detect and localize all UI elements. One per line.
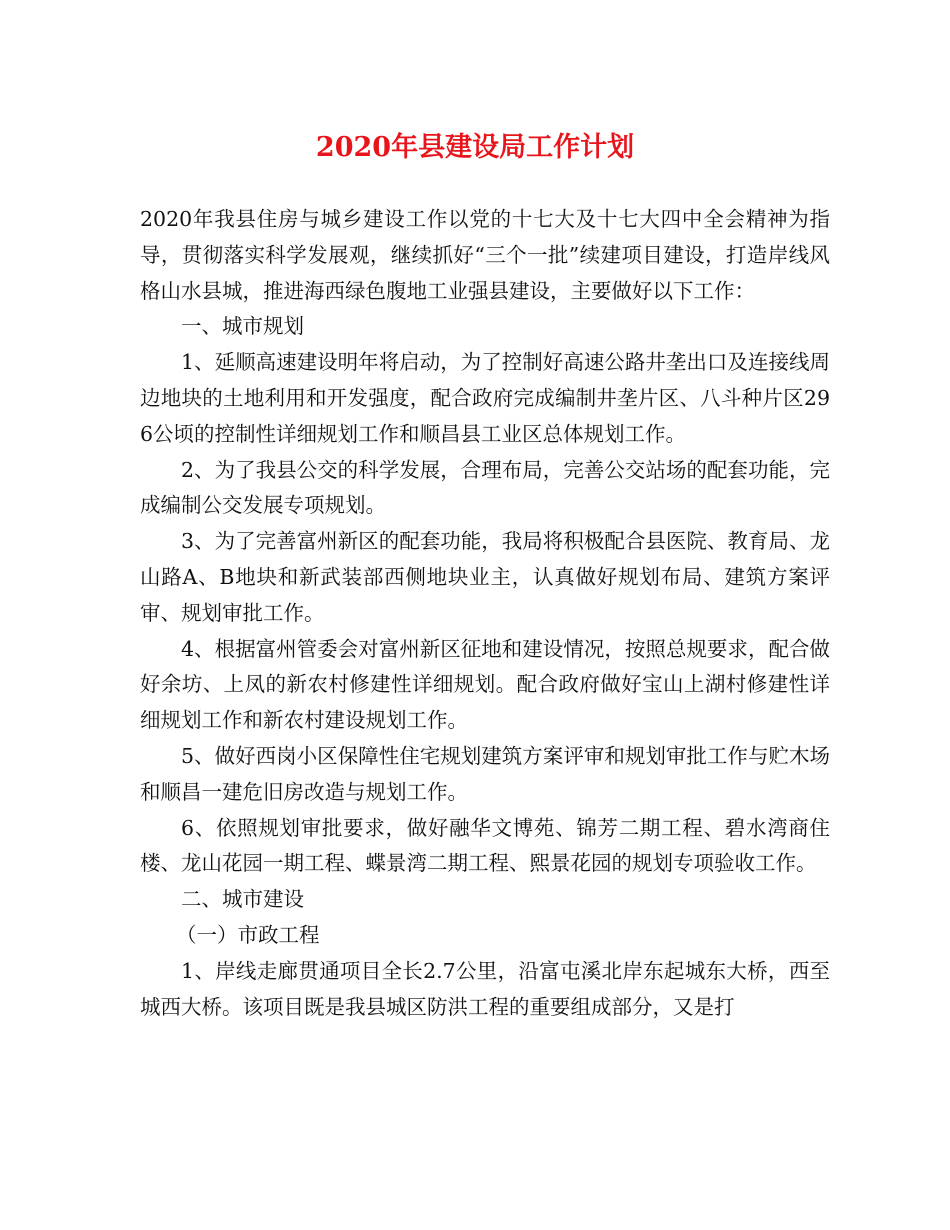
construction-item-1: 1、岸线走廊贯通项目全长2.7公里，沿富屯溪北岸东起城东大桥，西至城西大桥。该项目既是我县城区防洪工程的重要组成部分，又是打	[140, 958, 830, 1019]
document-body	[140, 202, 830, 1025]
planning-item-3: 3、为了完善富州新区的配套功能，我局将积极配合县医院、教育局、龙山路A、B地块和新武装部西侧地块业主，认真做好规划布局、建筑方案评审、规划审批工作。	[140, 529, 830, 625]
intro-paragraph: 2020年我县住房与城乡建设工作以党的十七大及十七大四中全会精神为指导，贯彻落实科学发展观，继续抓好“三个一批”续建项目建设，打造岸线风格山水县城，推进海西绿色腹地工业强县建设，主要做好以下工作：	[140, 207, 830, 303]
section-heading-urban-construction: 二、城市建设	[181, 887, 304, 912]
planning-item-2: 2、为了我县公交的科学发展，合理布局，完善公交站场的配套功能，完成编制公交发展专项规划。	[140, 457, 830, 518]
planning-item-5: 5、做好西岗小区保障性住宅规划建筑方案评审和规划审批工作与贮木场和顺昌一建危旧房改造与规划工作。	[140, 743, 830, 804]
document-title: 2020年县建设局工作计划	[315, 132, 635, 163]
planning-item-1: 1、延顺高速建设明年将启动，为了控制好高速公路井垄出口及连接线周边地块的土地利用和开发强度，配合政府完成编制井垄片区、八斗种片区296公顷的控制性详细规划工作和顺昌县工业区总体规划工作。	[140, 350, 830, 446]
planning-item-6: 6、依照规划审批要求，做好融华文博苑、锦芳二期工程、碧水湾商住楼、龙山花园一期工程、蝶景湾二期工程、熙景花园的规划专项验收工作。	[140, 815, 830, 876]
subsection-heading-municipal-works: （一）市政工程	[176, 922, 320, 947]
planning-item-4: 4、根据富州管委会对富州新区征地和建设情况，按照总规要求，配合做好余坊、上凤的新农村修建性详细规划。配合政府做好宝山上湖村修建性详细规划工作和新农村建设规划工作。	[140, 636, 830, 733]
section-heading-urban-planning: 一、城市规划	[181, 314, 304, 339]
